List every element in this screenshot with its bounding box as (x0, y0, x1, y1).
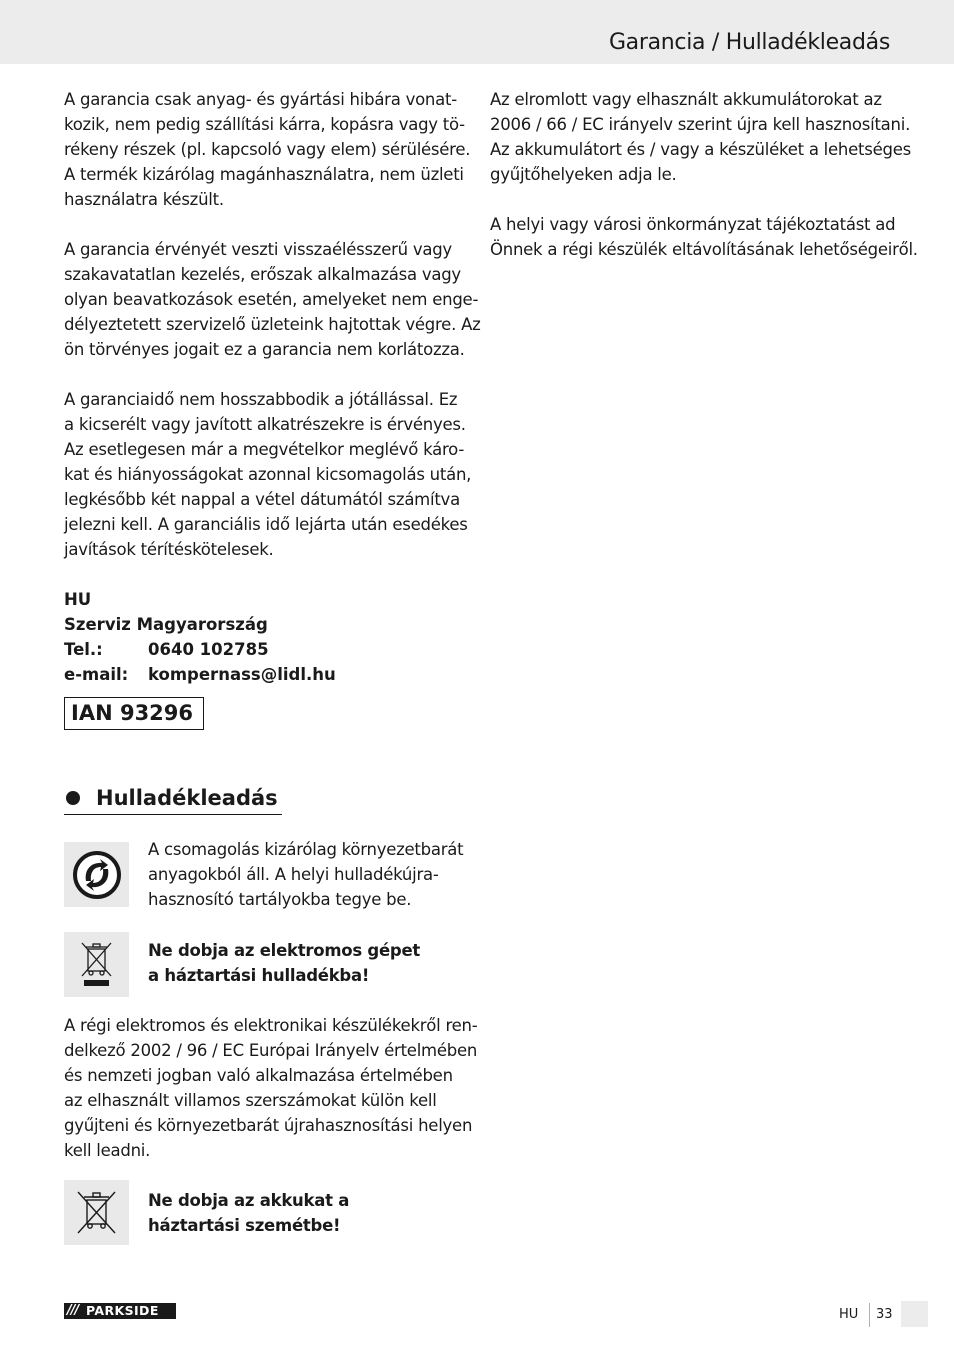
text-line: kell leadni. (64, 1141, 151, 1160)
page-number: 33 (876, 1307, 893, 1322)
warranty-paragraph-1 (64, 87, 471, 212)
text-line: A régi elektromos és elektronikai készülékekről ren- (64, 1016, 478, 1035)
packaging-note (148, 837, 468, 912)
tel-label: Tel.: (64, 640, 103, 659)
warranty-paragraph-3 (64, 387, 472, 562)
text-line: Ne dobja az akkukat a (148, 1191, 350, 1210)
language-code: HU (839, 1307, 859, 1322)
text-line: A termék kizárólag magánhasználatra, nem üzleti (64, 165, 464, 184)
crossed-out-wheelie-bin-icon (64, 932, 129, 997)
text-line: A csomagolás kizárólag környezetbarát (148, 840, 464, 859)
service-contact-block (64, 587, 336, 687)
text-line: a kicserélt vagy javított alkatrészekre is érvényes. (64, 415, 466, 434)
text-line: hasznosító tartályokba tegye be. (148, 890, 412, 909)
footer-divider (869, 1303, 870, 1327)
country-code: HU (64, 590, 92, 609)
section-heading (64, 782, 282, 815)
text-line: Ne dobja az elektromos gépet (148, 941, 421, 960)
text-line: jelezni kell. A garanciális idő lejárta után esedékes (64, 515, 468, 534)
text-line: anyagokból áll. A helyi hulladékújra- (148, 865, 439, 884)
local-authority-paragraph (490, 212, 918, 262)
tel-value: 0640 102785 (148, 640, 269, 659)
text-line: Az esetlegesen már a megvételkor meglévő káro- (64, 440, 465, 459)
text-line: ön törvényes jogait ez a garancia nem korlátozza. (64, 340, 465, 359)
text-line: delkező 2002 / 96 / EC Európai Irányelv értelmében (64, 1041, 478, 1060)
page-tab-marker (901, 1301, 928, 1327)
text-line: rékeny részek (pl. kapcsoló vagy elem) sérülésére. (64, 140, 471, 159)
text-line: kozik, nem pedig szállítási kárra, kopásra vagy tö- (64, 115, 465, 134)
logo-text: PARKSIDE (86, 1303, 159, 1318)
text-line: gyűjteni és környezetbarát újrahasznosítási helyen (64, 1116, 473, 1135)
email-value: kompernass@lidl.hu (148, 665, 336, 684)
device-disposal-warning (148, 938, 468, 988)
green-dot-recycle-icon (64, 842, 129, 907)
page-header (0, 0, 954, 64)
text-line: és nemzeti jogban való alkalmazása értelmében (64, 1066, 453, 1085)
logo-slashes: /// (67, 1303, 79, 1318)
right-column (490, 87, 918, 287)
text-line: A garanciaidő nem hosszabbodik a jótállással. Ez (64, 390, 458, 409)
text-line: a háztartási hulladékba! (148, 966, 370, 985)
text-line: A garancia érvényét veszti visszaélésszerű vagy (64, 240, 452, 259)
text-line: legkésőbb két nappal a vétel dátumától számítva (64, 490, 460, 509)
text-line: háztartási szemétbe! (148, 1216, 341, 1235)
text-line: 2006 / 66 / EC irányelv szerint újra kell hasznosítani. (490, 115, 911, 134)
weee-paragraph (64, 1013, 478, 1163)
text-line: A helyi vagy városi önkormányzat tájékoztatást ad (490, 215, 896, 234)
ian-number-box: IAN 93296 (64, 697, 204, 730)
text-line: javítások térítéskötelesek. (64, 540, 274, 559)
text-line: olyan beavatkozások esetén, amelyeket nem enge- (64, 290, 479, 309)
text-line: A garancia csak anyag- és gyártási hibára vonat- (64, 90, 457, 109)
text-line: az elhasznált villamos szerszámokat külön kell (64, 1091, 437, 1110)
left-column (64, 87, 481, 587)
text-line: délyeztetett szervizelő üzleteink hajtottak végre. Az (64, 315, 481, 334)
section-title: Hulladékleadás (96, 786, 278, 810)
text-line: gyűjtőhelyeken adja le. (490, 165, 677, 184)
crossed-out-wheelie-bin-icon (64, 1180, 129, 1245)
warranty-paragraph-2 (64, 237, 481, 362)
parkside-logo (64, 1303, 176, 1319)
service-name: Szerviz Magyarország (64, 615, 268, 634)
text-line: Az elromlott vagy elhasznált akkumulátorokat az (490, 90, 882, 109)
text-line: szakavatatlan kezelés, erőszak alkalmazása vagy (64, 265, 461, 284)
text-line: kat és hiányosságokat azonnal kicsomagolás után, (64, 465, 472, 484)
battery-disposal-warning (148, 1188, 468, 1238)
text-line: Az akkumulátort és / vagy a készüléket a lehetséges (490, 140, 911, 159)
email-label: e-mail: (64, 665, 129, 684)
text-line: Önnek a régi készülék eltávolításának lehetőségeiről. (490, 240, 918, 259)
text-line: használatra készült. (64, 190, 224, 209)
bullet-icon (66, 791, 80, 805)
battery-paragraph (490, 87, 911, 187)
page-title: Garancia / Hulladékleadás (608, 30, 890, 55)
